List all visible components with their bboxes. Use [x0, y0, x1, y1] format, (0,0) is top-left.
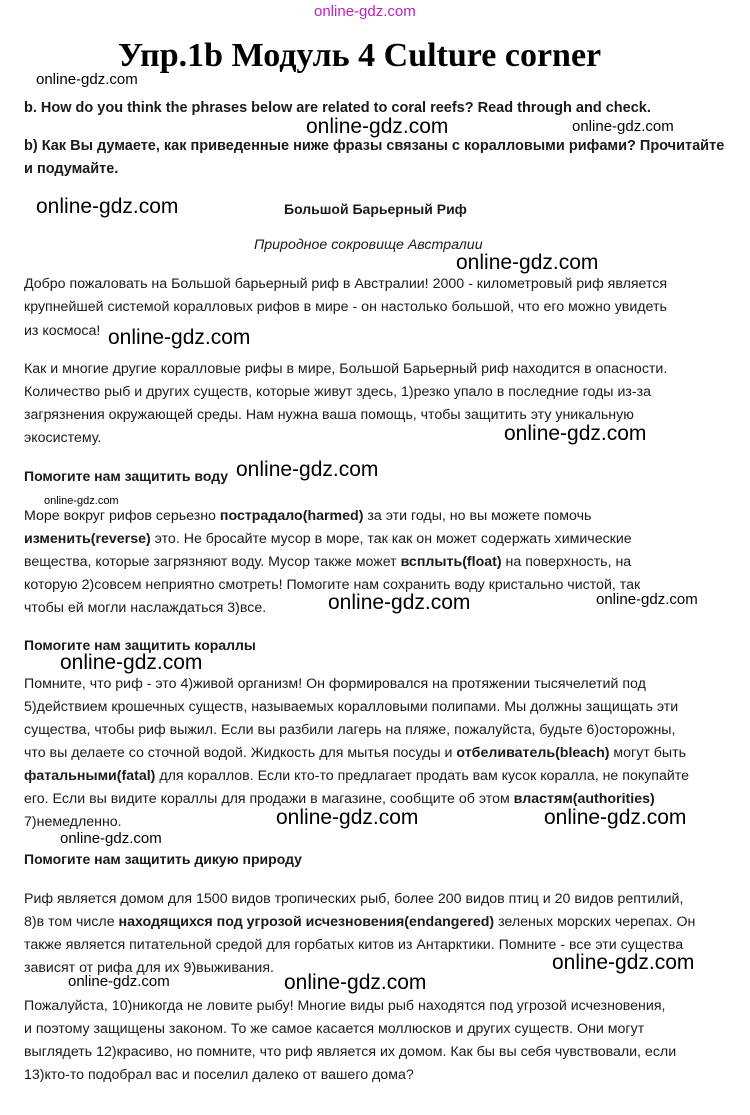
paragraph-line: 8)в том числе находящихся под угрозой исчезновения(endangered) зеленых морских черепах. Он — [24, 914, 696, 930]
paragraph-line: Помните, что риф - это 4)живой организм! Он формировался на протяжении тысячелетий под — [24, 676, 646, 692]
article-title: Большой Барьерный Риф — [284, 201, 467, 217]
paragraph-line: 13)кто-то подобрал вас и поселил далеко от вашего дома? — [24, 1067, 414, 1083]
paragraph-line: 7)немедленно. — [24, 814, 122, 830]
watermark: online-gdz.com — [276, 806, 419, 829]
question-russian-line: b) Как Вы думаете, как приведенные ниже фразы связаны с коралловыми рифами? Прочитайте — [24, 138, 725, 154]
paragraph-line: экосистему. — [24, 430, 102, 446]
watermark: online-gdz.com — [108, 326, 251, 349]
watermark: online-gdz.com — [44, 495, 119, 507]
watermark: online-gdz.com — [504, 422, 647, 445]
watermark: online-gdz.com — [552, 951, 695, 974]
paragraph-line: что вы делаете со сточной водой. Жидкость для мытья посуды и отбеливатель(bleach) могут быть — [24, 745, 686, 761]
question-russian-line: и подумайте. — [24, 161, 119, 177]
watermark: online-gdz.com — [60, 830, 162, 847]
top-watermark: online-gdz.com — [314, 3, 416, 20]
watermark: online-gdz.com — [544, 806, 687, 829]
paragraph-line: существа, чтобы риф выжил. Если вы разбили лагерь на пляже, пожалуйста, будьте 6)осторожны, — [24, 722, 676, 738]
paragraph-line: фатальными(fatal) для кораллов. Если кто-то предлагает продать вам кусок коралла, не покупайте — [24, 768, 690, 784]
watermark: online-gdz.com — [572, 118, 674, 135]
paragraph-line: которую 2)совсем неприятно смотреть! Помогите нам сохранить воду кристально чистой, так — [24, 577, 641, 593]
paragraph-line: загрязнения окружающей среды. Нам нужна ваша помощь, чтобы защитить эту уникальную — [24, 407, 634, 423]
watermark: online-gdz.com — [68, 973, 170, 990]
paragraph-line: Количество рыб и других существ, которые живут здесь, 1)резко упало в последние годы из-за — [24, 384, 651, 400]
watermark: online-gdz.com — [306, 115, 449, 138]
watermark: online-gdz.com — [456, 251, 599, 274]
paragraph-line: из космоса! — [24, 323, 101, 339]
section-heading-wildlife: Помогите нам защитить дикую природу — [24, 851, 302, 867]
paragraph-line: изменить(reverse) это. Не бросайте мусор в море, так как он может содержать химические — [24, 531, 632, 547]
paragraph-line: зависят от рифа для их 9)выживания. — [24, 960, 274, 976]
paragraph-line: выглядеть 12)красиво, но помните, что риф является их домом. Как бы вы себя чувствовали, если — [24, 1044, 677, 1060]
watermark: online-gdz.com — [36, 195, 179, 218]
page-title: Упр.1b Модуль 4 Culture corner — [118, 37, 602, 74]
paragraph-line: Как и многие другие коралловые рифы в мире, Большой Барьерный риф находится в опасности. — [24, 361, 668, 377]
paragraph-line: и поэтому защищены законом. То же самое касается моллюсков и других существ. Они могут — [24, 1021, 645, 1037]
watermark: online-gdz.com — [284, 971, 427, 994]
section-heading-corals: Помогите нам защитить кораллы — [24, 637, 256, 653]
watermark: online-gdz.com — [36, 71, 138, 88]
paragraph-line: Риф является домом для 1500 видов тропических рыб, более 200 видов птиц и 20 видов рептилий, — [24, 891, 684, 907]
paragraph-line: также является питательной средой для горбатых китов из Антарктики. Помните - все эти существа — [24, 937, 684, 953]
paragraph-line: 5)действием крошечных существ, называемых коралловыми полипами. Мы должны защищать эти — [24, 699, 679, 715]
watermark: online-gdz.com — [328, 591, 471, 614]
section-heading-water: Помогите нам защитить воду — [24, 468, 229, 484]
paragraph-line: чтобы ей могли наслаждаться 3)все. — [24, 600, 267, 616]
watermark: online-gdz.com — [60, 651, 203, 674]
paragraph-line: вещества, которые загрязняют воду. Мусор также может всплыть(float) на поверхность, на — [24, 554, 632, 570]
watermark: online-gdz.com — [236, 458, 379, 481]
article-subtitle: Природное сокровище Австралии — [254, 237, 483, 253]
watermark: online-gdz.com — [596, 591, 698, 608]
paragraph-line: Пожалуйста, 10)никогда не ловите рыбу! Многие виды рыб находятся под угрозой исчезновения, — [24, 998, 666, 1014]
paragraph-line: его. Если вы видите кораллы для продажи в магазине, сообщите об этом властям(authorities) — [24, 791, 655, 807]
paragraph-line: Море вокруг рифов серьезно пострадало(harmed) за эти годы, но вы можете помочь — [24, 508, 592, 524]
paragraph-line: Добро пожаловать на Большой барьерный риф в Австралии! 2000 - километровый риф является — [24, 276, 668, 292]
question-english: b. How do you think the phrases below are related to coral reefs? Read through and check. — [24, 100, 651, 116]
paragraph-line: крупнейшей системой коралловых рифов в мире - он настолько большой, что его можно увидеть — [24, 299, 667, 315]
